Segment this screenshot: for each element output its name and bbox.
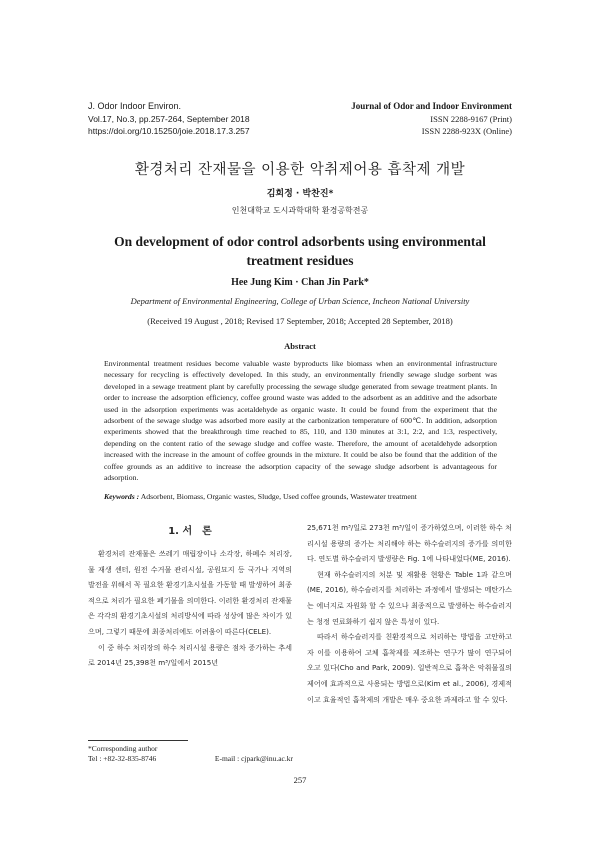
keywords-line xyxy=(104,492,497,501)
volume-info: Vol.17, No.3, pp.257-264, September 2018 xyxy=(88,113,250,124)
korean-title: 환경처리 잔재물을 이용한 악취제어용 흡착제 개발 xyxy=(134,162,466,178)
body-column-right xyxy=(307,520,512,707)
keywords-label: Keywords : xyxy=(104,492,140,501)
korean-authors: 김희정 · 박찬진* xyxy=(266,189,334,199)
issn-print: ISSN 2288-9167 (Print) xyxy=(430,113,512,124)
received-dates: (Received 19 August , 2018; Revised 17 September, 2018; Accepted 28 September, 2018) xyxy=(147,316,453,326)
abstract-heading: Abstract xyxy=(284,341,316,351)
english-affiliation: Department of Environmental Engineering, College of Urban Science, Incheon National University xyxy=(130,296,470,306)
english-title: On development of odor control adsorbents using environmental treatment residues xyxy=(114,234,486,268)
body-paragraph: 환경처리 잔재물은 쓰레기 매립장이나 소각장, 하폐수 처리장, 물 재생 센터, 원전 수거물 관리시설, 공원묘지 등 국가나 지역의 발전을 위해서 꼭 필요한 환경기초시설을 가동할 때 발생하여 최종적으로 처리가 필요한 폐기물을 의미한다. 이러한 환경처리 잔재물은 각각의 환경기초시설의 처리방식에 따라 성상에 많은 차이가 있으며, 그렇기 때문에 최종처리에도 어려움이 따른다(CELE). xyxy=(88,549,292,636)
korean-affiliation: 인천대학교 도시과학대학 환경공학전공 xyxy=(231,206,369,215)
body-paragraph: 이 중 하수 처리장의 하수 처리시설 용량은 점차 증가하는 추세로 2014년 25,398천 m³/일에서 2015년 xyxy=(88,642,292,668)
body-paragraph: 25,671천 m³/일로 273천 m³/일이 증가하였으며, 이러한 하수 처리시설 용량의 증가는 처리해야 하는 하수슬러지의 증가를 의미한다. 연도별 하수슬러지 발생량은 Fig. 1에 나타내었다(ME, 2016). xyxy=(307,523,512,564)
author-telephone: Tel : +82-32-835-8746 xyxy=(88,754,157,763)
journal-short-name: J. Odor Indoor Environ. xyxy=(88,101,182,111)
header-left xyxy=(88,100,250,138)
body-paragraph: 따라서 하수슬러지를 친환경적으로 처리하는 방법을 고안하고자 이를 이용하여 고체 흡착제를 제조하는 연구가 많이 연구되어 오고 있다(Cho and Park, 2009). 일반적으로 흡착은 악취물질의 제어에 효과적으로 사용되는 방법으로(Kim et al., 2006), 경제적이고 효율적인 흡착제의 개발은 매우 중요한 과제라고 할 수 있다. xyxy=(307,632,512,704)
header-right xyxy=(351,100,512,138)
author-email[interactable]: E-mail : cjpark@inu.ac.kr xyxy=(214,754,293,763)
doi-link[interactable]: https://doi.org/10.15250/joie.2018.17.3.257 xyxy=(88,126,250,136)
english-authors: Hee Jung Kim · Chan Jin Park* xyxy=(231,277,369,288)
page-number: 257 xyxy=(293,775,307,785)
abstract-text: Environmental treatment residues become valuable waste byproducts like biomass when an environmental infrastructure necessary for recycling is effectively developed. In this study, an environmentally friendly sewage sludge sorbent was developed in a sewage treatment plant by carefully processing the sewage sludge generated from sewage treatment plants. In order to increase the adsorption efficiency, coffee ground waste was added to the adsorbent as an additive and the adsorbate used in the adsorption experiments was acetaldehyde as organic waste. It could be found from the experiment that the adsorbent of the sewage sludge was adsorbed more easily at the carbonization temperature of 600℃. In addition, adsorption experiments showed that the breakthrough time reached to 85, 110, and 130 minutes at 3:1, 2:2, and 1:3, respectively, depending on the content ratio of the sewage sludge and coffee waste. Therefore, the amount of acetaldehyde adsorption increased with the increase in the amount of coffee grounds in the mixture. It could be also be found that the addition of the coffee grounds as an additive to increase the adsorption capacity of the sewage sludge adsorbent is advantageous for adsorption. xyxy=(104,359,497,483)
body-paragraph: 현재 하수슬러지의 처분 및 재활용 현황은 Table 1과 같으며(ME, 2016), 하수슬러지를 처리하는 과정에서 발생되는 메탄가스는 에너지로 자원화 할 수 있으나 최종적으로 발생하는 하수슬러지는 청정 연료화하기 쉽지 않은 특성이 있다. xyxy=(307,569,512,626)
footnote-divider xyxy=(88,740,188,741)
footnote xyxy=(88,744,293,764)
journal-full-name: Journal of Odor and Indoor Environment xyxy=(351,101,512,111)
corresponding-author-note: *Corresponding author xyxy=(88,744,158,753)
section-heading-introduction: 1. 서 론 xyxy=(168,526,212,537)
keywords-list: Adsorbent, Biomass, Organic wastes, Sludge, Used coffee grounds, Wastewater treatment xyxy=(140,492,417,501)
issn-online: ISSN 2288-923X (Online) xyxy=(421,126,512,136)
body-column-left xyxy=(88,524,292,671)
